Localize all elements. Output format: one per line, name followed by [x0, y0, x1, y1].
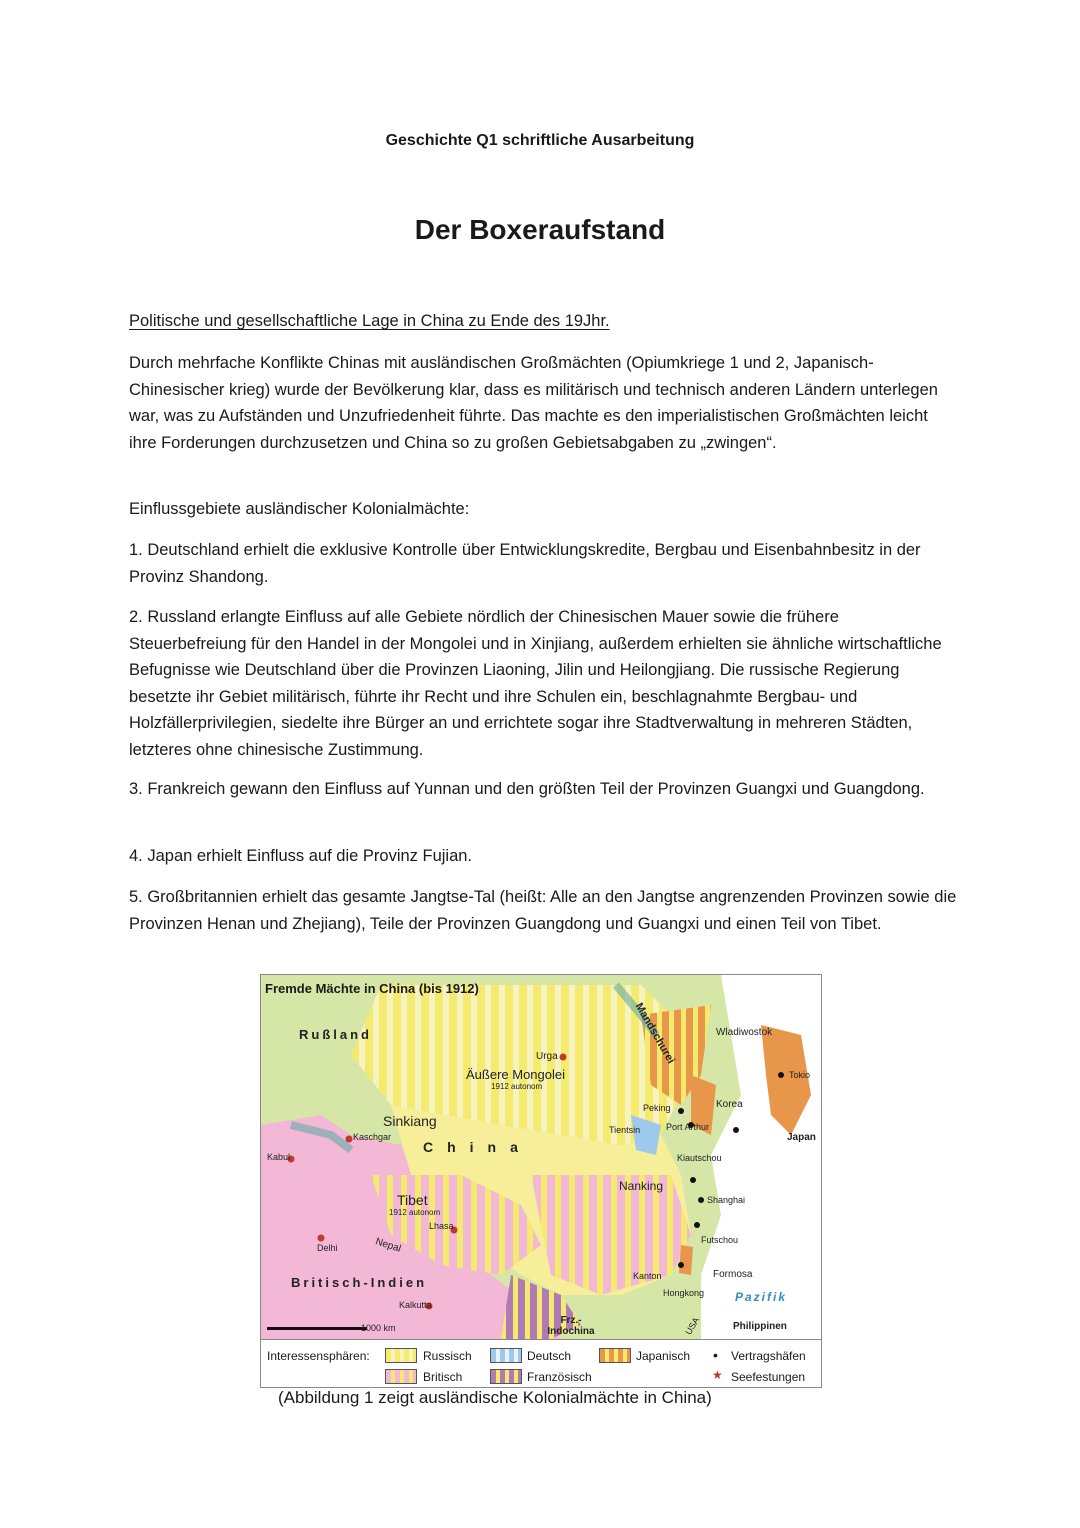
map-label-tibet: Tibet [397, 1192, 428, 1208]
map-label-port-arthur: Port Arthur [666, 1122, 710, 1132]
map-label-korea: Korea [716, 1099, 743, 1110]
map-label-nepal: Nepal [373, 1236, 403, 1255]
colonial-map-figure [260, 974, 822, 1388]
map-label-mongolei: Äußere Mongolei [466, 1067, 565, 1082]
map-label-delhi: Delhi [317, 1243, 338, 1253]
document-title: Der Boxeraufstand [414, 214, 666, 245]
map-label-china: China [423, 1139, 532, 1155]
map-label-peking: Peking [643, 1103, 671, 1113]
map-label-shanghai: Shanghai [707, 1195, 746, 1205]
map-title: Fremde Mächte in China (bis 1912) [265, 981, 479, 996]
map-label-mongolei-note: 1912 autonom [491, 1082, 543, 1091]
map-label-kanton: Kanton [633, 1271, 662, 1281]
map-label-urga: Urga [536, 1051, 558, 1062]
map-label-hongkong: Hongkong [663, 1288, 705, 1298]
map-legend [261, 1339, 821, 1388]
legend-seefestungen: Seefestungen [731, 1370, 806, 1384]
map-label-tientsin: Tientsin [609, 1125, 641, 1135]
map-label-philippinen: Philippinen [733, 1321, 787, 1332]
legend-vertragshaefen: Vertragshäfen [731, 1349, 806, 1363]
map-label-sinkiang: Sinkiang [383, 1113, 437, 1129]
legend-title: Interessensphären: [267, 1349, 370, 1363]
map-label-kalkutta: Kalkutta [399, 1300, 432, 1310]
map-label-tokio: Tokio [789, 1070, 811, 1080]
map-label-kaschgar: Kaschgar [353, 1132, 392, 1142]
map-label-formosa: Formosa [713, 1269, 753, 1280]
list-item-germany: 1. Deutschland erhielt die exklusive Kontrolle über Entwicklungskredite, Bergbau und Eisenbahnbesitz in der Provinz Shandong. [129, 541, 921, 586]
map-label-kiautschou: Kiautschou [677, 1153, 722, 1163]
legend-swatch-deutsch [490, 1348, 522, 1363]
list-intro: Einflussgebiete ausländischer Kolonialmächte: [129, 500, 470, 518]
map-scale: 1000 km [361, 1323, 396, 1333]
legend-franzoesisch: Französisch [527, 1370, 592, 1384]
list-item-britain: 5. Großbritannien erhielt das gesamte Jangtse-Tal (heißt: Alle an den Jangtse angrenzenden Provinzen sowie die Provinzen Henan und Zhejiang), Teile der Provinzen Guangdong und Guangxi und einen Teil von Tibet. [129, 888, 957, 933]
legend-swatch-russisch [385, 1348, 417, 1363]
intro-paragraph: Durch mehrfache Konflikte Chinas mit ausländischen Großmächten (Opiumkriege 1 und 2, Japanisch-Chinesischer krieg) wurde der Bevölkerung klar, dass es militärisch und technisch anderen Ländern unterlegen war, was zu Aufständen und Unzufriedenheit führte. Das machte es den imperialistischen Großmächten leicht ihre Forderungen durchzusetzen und China so zu großen Gebietsabgaben zu „zwingen“. [129, 354, 938, 452]
map-label-mandschurei: Mandschurei [632, 1001, 677, 1066]
course-label: Geschichte Q1 schriftliche Ausarbeitung [385, 132, 695, 149]
legend-russisch: Russisch [423, 1349, 472, 1363]
map-label-nanking: Nanking [619, 1179, 664, 1193]
map-label-japan: Japan [787, 1132, 816, 1143]
legend-deutsch: Deutsch [527, 1349, 572, 1363]
list-item-russia: 2. Russland erlangte Einfluss auf alle Gebiete nördlich der Chinesischen Mauer sowie die frühere Steuerbefreiung für den Handel in der Mongolei und in Xinjiang, außerdem erhielten sie ähnliche wirtschaftliche Befugnisse wie Deutschland über die Provinzen Liaoning, Jilin und Heilongjiang. Die russische Regierung besetzte ihr Gebiet militärisch, führte ihr Recht und ihre Schulen ein, beschlagnahmte Bergbau- und Holzfällerprivilegien, siedelte ihre Bürger an und errichtete sogar ihre Stadtverwaltung in mehreren Städten, letzteres ohne chinesische Zustimmung. [129, 608, 942, 759]
map-label-tibet-note: 1912 autonom [389, 1208, 441, 1217]
legend-star-icon: ★ [712, 1368, 723, 1382]
map-label-wladiwostok: Wladiwostok [716, 1027, 773, 1038]
legend-britisch: Britisch [423, 1370, 463, 1384]
list-item-japan: 4. Japan erhielt Einfluss auf die Provinz Fujian. [129, 847, 473, 865]
map-label-lhasa: Lhasa [429, 1221, 454, 1231]
map-label-russland: Rußland [299, 1027, 372, 1042]
map-label-pazifik: Pazifik [735, 1290, 788, 1304]
map-label-futschou: Futschou [701, 1235, 739, 1245]
map-label-usa: USA [683, 1315, 702, 1337]
legend-japanisch: Japanisch [636, 1349, 691, 1363]
legend-swatch-franzoesisch [490, 1369, 522, 1384]
section-heading: Politische und gesellschaftliche Lage in China zu Ende des 19Jhr. [129, 312, 610, 330]
legend-swatch-japanisch [599, 1348, 631, 1363]
map-label-britisch-indien: Britisch-Indien [291, 1275, 428, 1290]
figure-caption: (Abbildung 1 zeigt ausländische Kolonialmächte in China) [278, 1388, 712, 1407]
map-label-indochina: Frz.-Indochina [547, 1315, 595, 1337]
map-label-kabul: Kabul [267, 1152, 291, 1162]
legend-dot-icon: • [713, 1347, 718, 1363]
legend-swatch-britisch [385, 1369, 417, 1384]
list-item-france: 3. Frankreich gewann den Einfluss auf Yunnan und den größten Teil der Provinzen Guangxi und Guangdong. [129, 780, 925, 798]
